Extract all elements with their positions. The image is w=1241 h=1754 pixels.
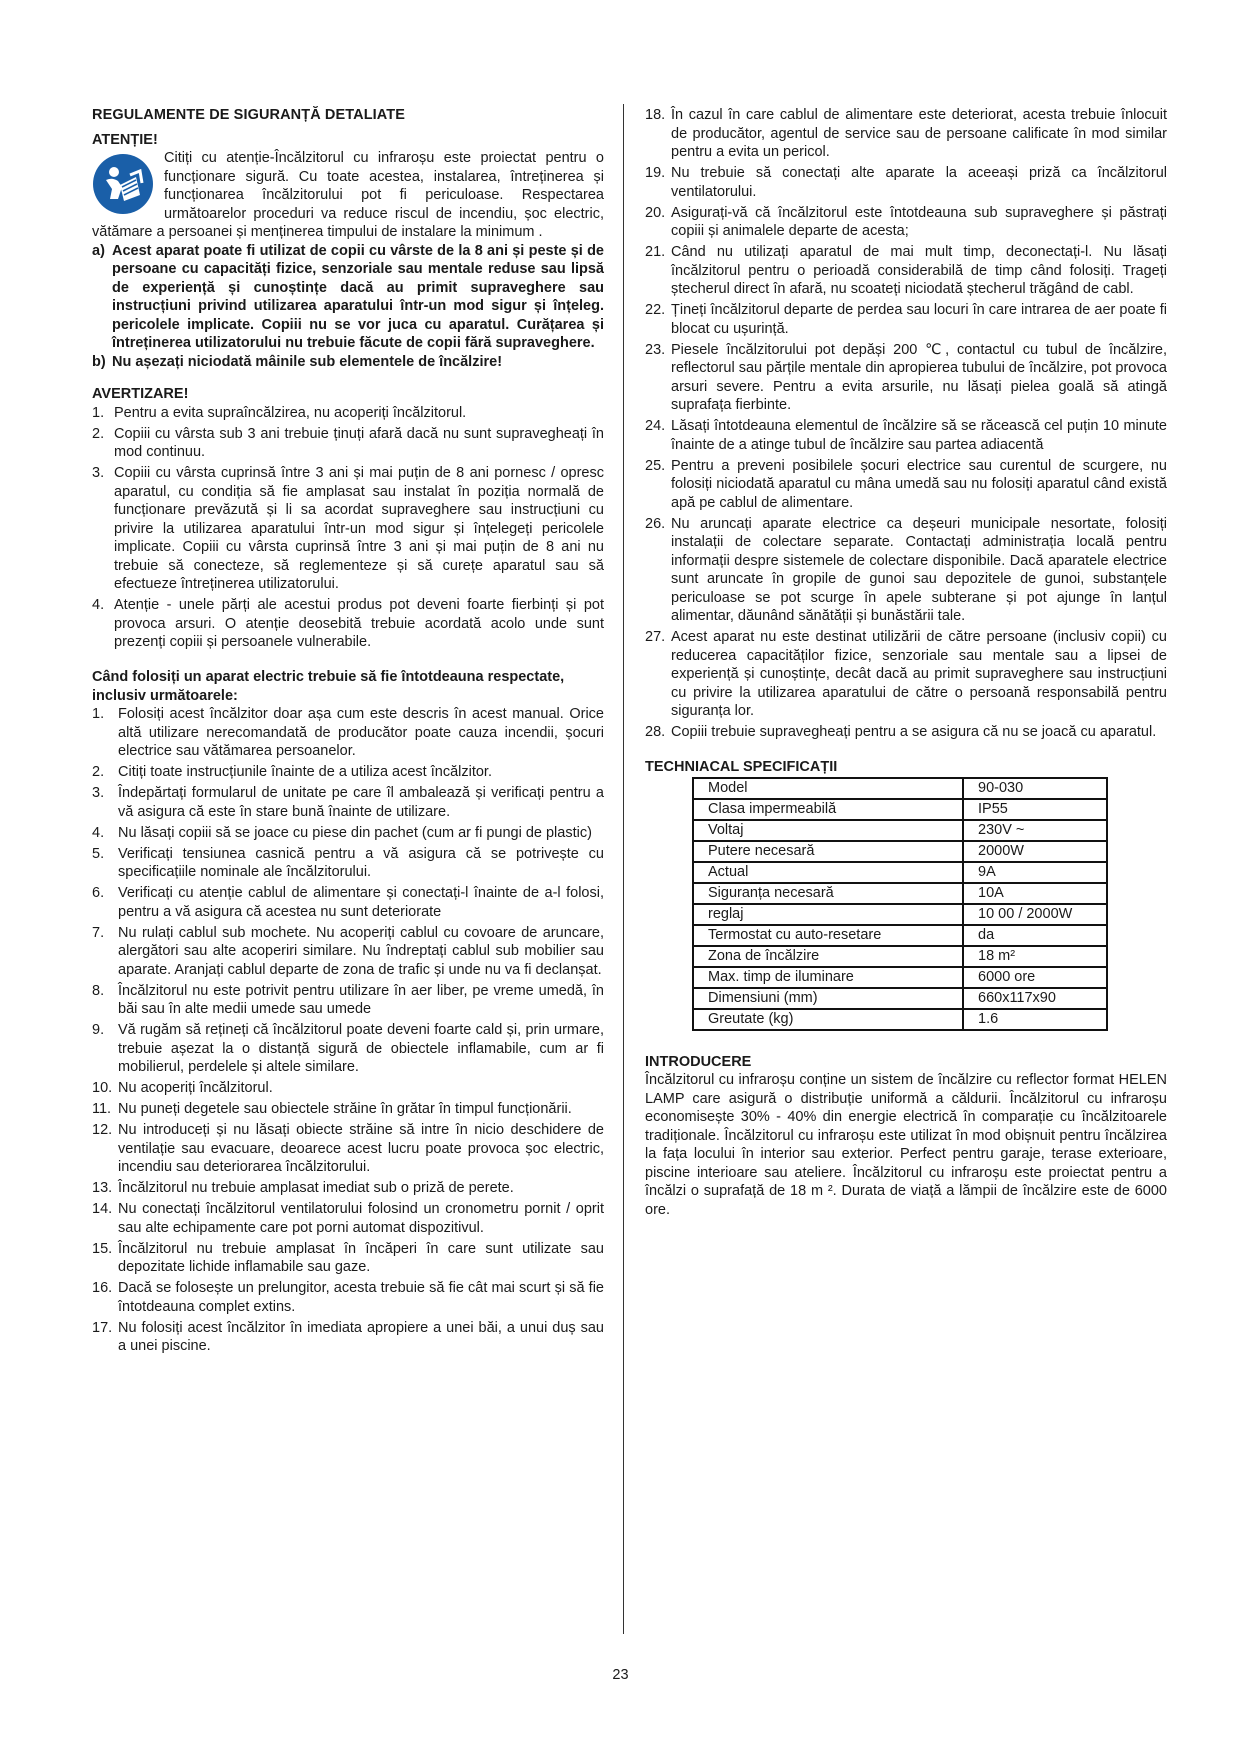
list-item: 8. Încălzitorul nu este potrivit pentru utilizare în aer liber, pe vreme umedă, în băi sau în alte medii umede sau umede	[92, 982, 604, 1017]
list-item: 14. Nu conectați încălzitorul ventilatorului folosind un cronometru pornit / oprit sau alte echipamente care pot porni automat dispozitivul.	[92, 1201, 604, 1236]
table-row: Model 90-030	[693, 778, 1107, 799]
list-item: 1. Folosiți acest încălzitor doar așa cum este descris în acest manual. Orice altă utilizare nerecomandată de producător poate cauza incendii, șocuri electrice sau vătămarea persoanelor.	[92, 706, 604, 759]
warning-heading: AVERTIZARE!	[92, 386, 189, 402]
list-item: 24. Lăsați întotdeauna elementul de încălzire să se răcească cel puțin 10 minute înainte de a atinge tubul de încălzire sau partea adiacentă	[645, 418, 1167, 453]
right-column	[645, 106, 1167, 1219]
list-item: 2. Citiți toate instrucțiunile înainte de a utiliza acest încălzitor.	[92, 764, 492, 780]
lettered-list	[92, 242, 604, 372]
list-item: 27. Acest aparat nu este destinat utilizării de către persoane (inclusiv copii) cu reducerea capacităților fizice, senzoriale sau mentale sau a lipsei de experiență și cunoștințe, decât dacă au primit supraveghere sau instrucțiuni cu privire la utilizarea aparatului de către o persoană responsabilă pentru siguranța lor.	[645, 629, 1167, 719]
left-column	[92, 106, 604, 1358]
read-manual-icon	[92, 153, 154, 215]
list-item: 28. Copiii trebuie supravegheați pentru a se asigura că nu se joacă cu aparatul.	[645, 724, 1157, 740]
list-item: 3. Îndepărtați formularul de unitate pe care îl ambalează și verificați pentru a vă asigura că este în stare bună înainte de utilizare.	[92, 785, 604, 820]
attention-heading: ATENȚIE!	[92, 131, 158, 148]
usage-heading: Când folosiți un aparat electric trebuie să fie întotdeauna respectate, inclusiv următoarele:	[92, 669, 565, 704]
page-number: 23	[612, 1667, 629, 1683]
table-row: Clasa impermeabilă IP55	[693, 799, 1107, 820]
spec-table	[692, 777, 1108, 1031]
list-item: 20. Asigurați-vă că încălzitorul este întotdeauna sub supraveghere și păstrați copiii și animalele departe de acesta;	[645, 204, 1167, 239]
table-row: Zona de încălzire 18 m²	[693, 946, 1107, 967]
spec-heading: TECHNIACAL SPECIFICAȚII	[645, 759, 838, 775]
list-item: 10. Nu acoperiți încălzitorul.	[92, 1080, 273, 1096]
table-row: Termostat cu auto-resetare da	[693, 925, 1107, 946]
table-row: Siguranța necesară 10A	[693, 883, 1107, 904]
usage-list-continued	[645, 106, 1167, 742]
list-item: 15. Încălzitorul nu trebuie amplasat în încăperi în care sunt utilizate sau depozitate lichide inflamabile sau gaze.	[92, 1240, 604, 1275]
list-item: 19. Nu trebuie să conectați alte aparate la aceeași priză ca încălzitorul ventilatorului.	[645, 165, 1167, 200]
lettered-item: a) Acest aparat poate fi utilizat de copii cu vârste de la 8 ani și peste și de persoane cu capacități fizice, senzoriale sau mentale reduse sau lipsă de experiență și cunoștințe dacă au primit supraveghere sau instrucțiuni privind utilizarea aparatului într-un mod sigur și înțeleg. pericolele implicate. Copiii nu se vor juca cu aparatul. Curățarea și întreținerea utilizatorului nu trebuie făcute de copii fără supraveghere.	[92, 242, 604, 351]
attention-block	[92, 149, 604, 242]
list-item: 9. Vă rugăm să rețineți că încălzitorul poate deveni foarte cald și, prin urmare, trebuie așezat la o distanță sigură de obiectele inflamabile, cum ar fi mobilierul, perdelele și altele similare.	[92, 1022, 604, 1075]
table-row: Putere necesară 2000W	[693, 841, 1107, 862]
lettered-item: b) Nu așezați niciodată mâinile sub elementele de încălzire!	[92, 353, 503, 370]
intro-heading: INTRODUCERE	[645, 1053, 752, 1070]
list-item: 17. Nu folosiți acest încălzitor în imediata apropiere a unei băi, a unui duș sau a unei piscine.	[92, 1319, 604, 1354]
table-row: Dimensiuni (mm) 660x117x90	[693, 988, 1107, 1009]
safety-title: REGULAMENTE DE SIGURANȚĂ DETALIATE	[92, 107, 405, 123]
attention-text: Citiți cu atenție-Încălzitorul cu infraroșu este proiectat pentru o funcționare sigură. Cu toate acestea, instalarea, întreținerea și funcționarea încălzitorului pot fi periculoase. Respectarea următoarelor proceduri va reduce riscul de incendiu, șoc electric, vătămare a persoanei și menținerea timpului de instalare la minimum .	[92, 150, 604, 240]
list-item: 18. În cazul în care cablul de alimentare este deteriorat, acesta trebuie înlocuit de producător, agentul de service sau de persoane calificate în mod similar pentru a evita un pericol.	[645, 107, 1167, 160]
list-item: 12. Nu introduceți și nu lăsați obiecte străine să intre în nicio deschidere de ventilație sau evacuare, deoarece acest lucru poate provoca șoc electric, incendiu sau deteriorarea încălzitorului.	[92, 1122, 604, 1175]
intro-text: Încălzitorul cu infraroșu conține un sistem de încălzire cu reflector format HELEN LAMP care asigură o distribuție uniformă a căldurii. Încălzitorul cu infraroșu economisește 30% - 40% din energie electrică în comparație cu încălzitoarele tradiționale. Încălzitorul cu infraroșu este utilizat în mod obișnuit pentru încălzirea la fața locului în interior sau exterior. Perfect pentru garaje, terase exterioare, piscine interioare sau ateliere. Încălzitorul cu infraroșu este proiectat pentru a încălzi o suprafață de 18 m ². Durata de viață a lămpii de încălzire este de 6000 ore.	[645, 1072, 1167, 1218]
column-divider	[623, 104, 624, 1634]
list-item: 23. Piesele încălzitorului pot depăși 200 ℃, contactul cu tubul de încălzire, reflectorul sau părțile mentale din apropierea tubului de încălzire, pot provoca arsuri severe. Pentru a evita arsurile, nu lăsați pielea goală să atingă suprafața fierbinte.	[645, 341, 1167, 413]
list-item: 7. Nu rulați cablul sub mochete. Nu acoperiți cablul cu covoare de aruncare, alergători sau alte acoperiri similare. Nu îndreptați cablul sub mobilier sau aparate. Aranjați cablul departe de zona de trafic și unde nu va fi declanșat.	[92, 924, 604, 978]
list-item: 5. Verificați tensiunea casnică pentru a vă asigura că se potrivește cu specificațiile nominale ale încălzitorului.	[92, 845, 604, 880]
table-row: reglaj 10 00 / 2000W	[693, 904, 1107, 925]
table-row: Actual 9A	[693, 862, 1107, 883]
usage-list	[92, 705, 604, 1356]
table-row: Max. timp de iluminare 6000 ore	[693, 967, 1107, 988]
list-item: 4. Nu lăsați copiii să se joace cu piese din pachet (cum ar fi pungi de plastic)	[92, 824, 592, 841]
list-item: 21. Când nu utilizați aparatul de mai mult timp, deconectați-l. Nu lăsați încălzitorul pentru o perioadă considerabilă de timp când folosiți. Trageți ștecherul direct în afară, nu scoateți niciodată ștecherul trăgând de cabl.	[645, 244, 1167, 297]
list-item: 3. Copiii cu vârsta cuprinsă între 3 ani și mai puțin de 8 ani pornesc / opresc aparatul, cu condiția să fie amplasat sau instalat în poziția normală de funcționare prevăzută și li sa acordat supraveghere sau instrucțiuni cu privire la utilizarea aparatului într-un mod sigur și înțelegeți pericolele implicate. Copiii cu vârsta cuprinsă între 3 ani și mai puțin de 8 ani nu trebuie să conecteze, să reglementeze și să curețe aparatul sau să efectueze întreținerea utilizatorului.	[92, 465, 604, 592]
warning-list	[92, 404, 604, 652]
list-item: 4. Atenție - unele părți ale acestui produs pot deveni foarte fierbinți și pot provoca arsuri. O atenție deosebită trebuie acordată acolo unde sunt prezenți copiii și persoanele vulnerabile.	[92, 597, 604, 650]
table-row: Voltaj 230V ~	[693, 820, 1107, 841]
list-item: 1. Pentru a evita supraîncălzirea, nu acoperiți încălzitorul.	[92, 404, 467, 421]
list-item: 25. Pentru a preveni posibilele șocuri electrice sau curentul de scurgere, nu folosiți niciodată aparatul cu mâna umedă sau nu folosiți aparatul când există apă pe cablul de alimentare.	[645, 457, 1167, 511]
list-item: 26. Nu aruncați aparate electrice ca deșeuri municipale nesortate, folosiți instalații de colectare separate. Contactați administrația locală pentru informații despre sistemele de colectare disponibile. Dacă aparatele electrice sunt aruncate în gropile de gunoi sau depozitele de gunoi, substanțele periculoase se pot scurge în apele subterane și pot ajunge în lanțul alimentar, dăunând sănătății și bunăstării tale.	[645, 515, 1167, 624]
table-row: Greutate (kg) 1.6	[693, 1009, 1107, 1030]
list-item: 22. Țineți încălzitorul departe de perdea sau locuri în care intrarea de aer poate fi blocat cu ușurință.	[645, 302, 1167, 337]
list-item: 2. Copiii cu vârsta sub 3 ani trebuie ținuți afară dacă nu sunt supravegheați în mod continuu.	[92, 425, 604, 460]
list-item: 6. Verificați cu atenție cablul de alimentare și conectați-l înainte de a-l folosi, pentru a vă asigura că acestea nu sunt deteriorate	[92, 885, 604, 920]
list-item: 13. Încălzitorul nu trebuie amplasat imediat sub o priză de perete.	[92, 1180, 514, 1196]
list-item: 16. Dacă se folosește un prelungitor, acesta trebuie să fie cât mai scurt și să fie întotdeauna complet extins.	[92, 1280, 604, 1315]
list-item: 11. Nu puneți degetele sau obiectele străine în grătar în timpul funcționării.	[92, 1101, 572, 1117]
